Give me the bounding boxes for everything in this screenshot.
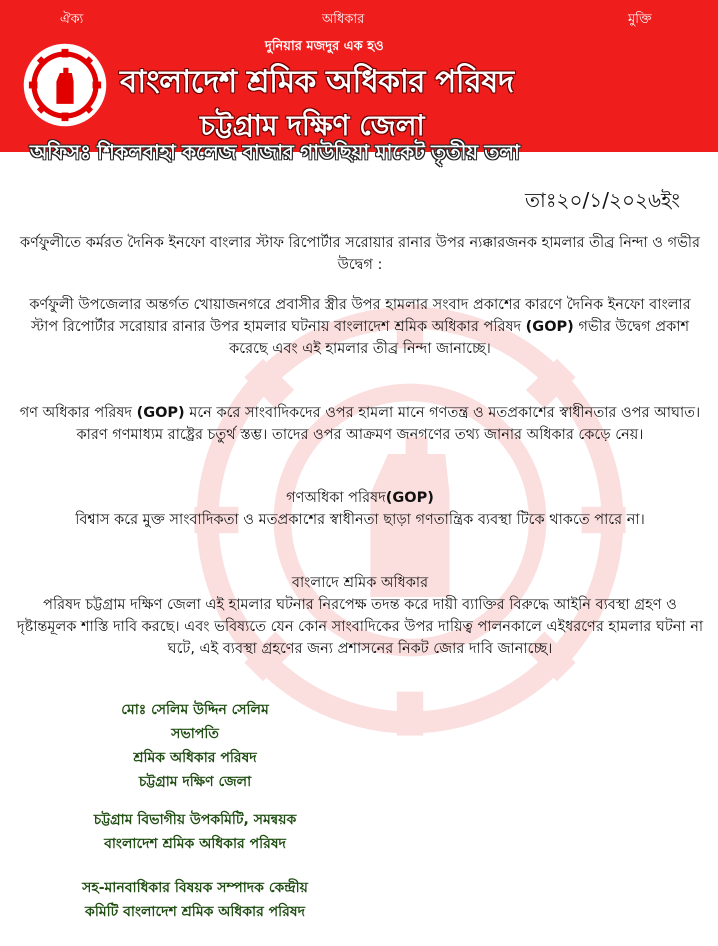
- p3-gop: (GOP): [385, 490, 434, 506]
- office-address: অফিসঃ শিকলবাহা কলেজ বাজার গাউছিয়া মাকেট তৃতীয় তলা: [30, 140, 520, 164]
- statement-headline: [14, 232, 706, 276]
- p2-text-a: গণ অধিকার পরিষদ: [19, 405, 137, 421]
- p1-text-b: গভীর উদ্বেগ প্রকাশ করেছে এবং এই হামলার তীব্র নিন্দা জানাচ্ছে।: [229, 319, 690, 357]
- p2-text-b: মনে করে সাংবাদিকদের ওপর হামলা মানে গণতন্ত্র ও মতপ্রকাশের স্বাধীনতার ওপর আঘাত। কারণ গণমাধ্যম রাষ্ট্রের চতুর্থ স্তম্ভ। তাদের ওপর আক্রমণ জনগণের তথ্য জানার অধিকার কেড়ে নেয়।: [76, 405, 701, 443]
- paragraph-2: [14, 402, 706, 446]
- role3-line2: কমিটি বাংলাদেশ শ্রমিক অধিকার পরিষদ: [85, 904, 305, 920]
- role3-line1: সহ-মানবাধিকার বিষয়ক সম্পাদক কেন্দ্রীয়: [82, 880, 308, 896]
- paragraph-3: [14, 487, 706, 531]
- paragraph-4: [14, 572, 706, 660]
- signatory-role-2: [30, 808, 360, 856]
- header-word-rights: অধিকার: [322, 12, 365, 27]
- headline-text: কর্ণফুলীতে কর্মরত দৈনিক ইনফো বাংলার স্টাফ রিপোর্টার সরোয়ার রানার উপর ন্যক্কারজনক হামলার তীব্র নিন্দা ও গভীর উদ্বেগ :: [19, 235, 701, 273]
- organization-name: বাংলাদেশ শ্রমিক অধিকার পরিষদ: [120, 64, 514, 100]
- role2-line1: চট্টগ্রাম বিভাগীয় উপকমিটি, সমন্বয়ক: [93, 812, 297, 828]
- letterhead-banner: [0, 0, 718, 176]
- signatory-title: সভাপতি: [171, 726, 219, 742]
- signatory-org: শ্রমিক অধিকার পরিষদ: [133, 750, 257, 766]
- signatory-name: মোঃ সেলিম উদ্দিন সেলিম: [121, 702, 269, 718]
- organization-logo: [22, 42, 108, 128]
- p4-body: পরিষদ চট্টগ্রাম দক্ষিণ জেলা এই হামলার ঘটনার নিরপেক্ষ তদন্ত করে দায়ী ব্যাক্তির বিরুদ্ধে আইনি ব্যবস্থা গ্রহণ ও দৃষ্টান্তমূলক শাস্তি দাবি করছে। এবং ভবিষ্যতে যেন কোন সাংবাদিকের উপর দায়িত্ব পালনকালে এইধরণের হামলার ঘটনা না ঘটে, এই ব্যবস্থা গ্রহণের জন্য প্রশাসনের নিকট জোর দাবি জানাচ্ছে।: [16, 597, 704, 657]
- p3-body: বিশ্বাস করে মুক্ত সাংবাদিকতা ও মতপ্রকাশের স্বাধীনতা ছাড়া গণতান্ত্রিক ব্যবস্থা টিকে থাকতে পারে না।: [75, 512, 645, 528]
- header-slogan: দুনিয়ার মজদুর এক হও: [265, 39, 384, 54]
- p2-gop: (GOP): [136, 405, 185, 421]
- p3-title-text: গণঅধিকা পরিষদ: [286, 490, 386, 506]
- paragraph-1: [14, 294, 706, 360]
- district-name: চট্টগ্রাম দক্ষিণ জেলা: [200, 109, 425, 142]
- header-word-unity: ঐক্য: [60, 12, 84, 27]
- p4-title: বাংলাদে শ্রমিক অধিকার: [291, 575, 429, 591]
- p1-gop: (GOP): [525, 319, 574, 335]
- role2-line2: বাংলাদেশ শ্রমিক অধিকার পরিষদ: [104, 836, 286, 852]
- signatory-district: চট্টগ্রাম দক্ষিণ জেলা: [138, 774, 252, 790]
- document-date: তাঃ২০/১/২০২৬ইং: [525, 188, 680, 212]
- signature-block: [30, 698, 360, 794]
- header-word-freedom: মুক্তি: [628, 12, 652, 27]
- p3-title: [14, 487, 706, 509]
- signatory-role-3: [30, 876, 360, 924]
- p1-text-a: কর্ণফুলী উপজেলার অন্তর্গত খোয়াজনগরে প্রবাসীর স্ত্রীর উপর হামলার সংবাদ প্রকাশের কারণে দৈনিক ইনফো বাংলার স্টাপ রিপোর্টার সরোয়ার রানার উপর হামলার ঘটনায় বাংলাদেশ শ্রমিক অধিকার পরিষদ: [29, 297, 691, 335]
